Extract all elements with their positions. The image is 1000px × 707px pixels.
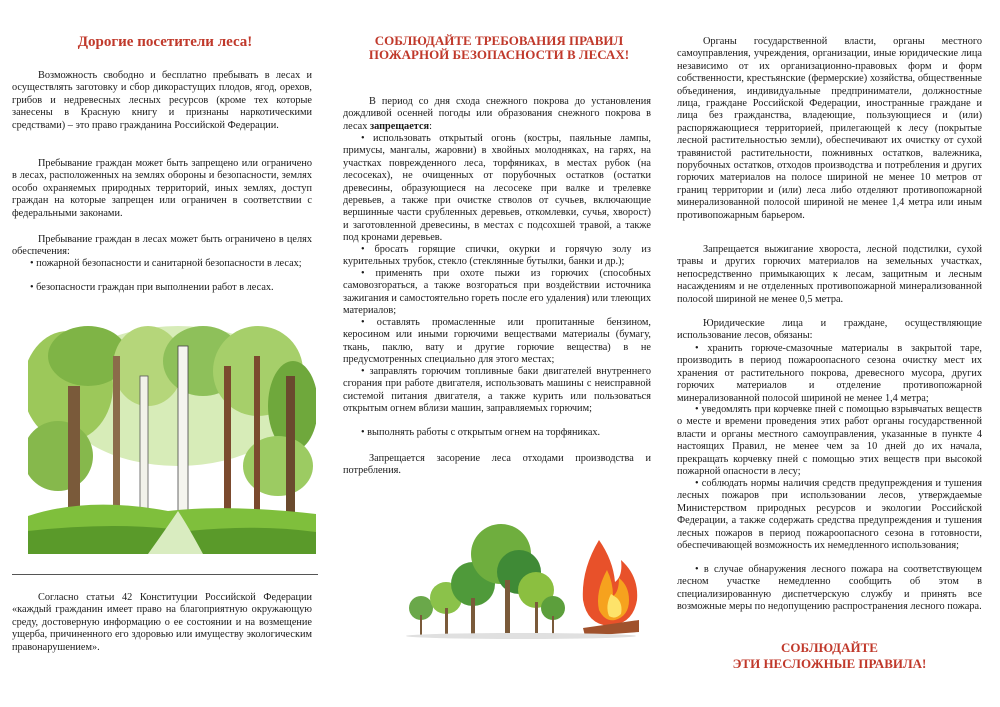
waste-prohibition: Запрещается засорение леса отходами производства и потребления.	[343, 453, 651, 477]
duties-intro: Юридические лица и граждане, осуществляющие использование лесов, обязаны:	[677, 318, 982, 342]
duty-stump-blasting: • уведомлять при корчевке пней с помощью взрывчатых веществ о месте и времени проведения этих работ органы государственной власти и органы местного самоуправления, указанные в пункте 4 настоящих Правил, не менее чем за 10 дней до их начала, прекращать корчевку пней с помощью этих веществ при высокой пожарной опасности в лесу;	[677, 404, 982, 478]
column-middle	[343, 0, 655, 707]
bullet-work-safety: • безопасности граждан при выполнении работ в лесах.	[30, 282, 274, 293]
prohibition-intro	[343, 96, 651, 133]
slogan-line-2: ЭТИ НЕСЛОЖНЫЕ ПРАВИЛА!	[732, 656, 927, 671]
duty-report-fire: • в случае обнаружения лесного пожара на соответствующем лесном участке немедленно сообщить об этом в специализированную диспетчерскую службу и принять все возможные меры по недопущению распространения лесного пожара.	[677, 564, 982, 613]
prohibition-open-fire: • использовать открытый огонь (костры, паяльные лампы, примусы, мангалы, жаровни) в хвойных молодняках, на гарях, на участках поврежденного леса, торфяниках, в местах рубок (на лесосеках), не очищенных от порубочных остатков (остатки древесины, образующиеся на лесосеке при валке и трелевке деревьев, а также при очистке стволов от сучьев, включающие вершинные части срубленных деревьев, откомлевки, сучья, хворост) и заготовленной древесины, в местах с подсохшей травой, а также под кронами деревьев.	[343, 133, 651, 244]
bullet-fire-safety: • пожарной безопасности и санитарной безопасности в лесах;	[30, 258, 302, 269]
requirements-title: СОБЛЮДАЙТЕ ТРЕБОВАНИЯ ПРАВИЛ ПОЖАРНОЙ БЕЗОПАСНОСТИ В ЛЕСАХ!	[368, 33, 630, 62]
column-right	[677, 0, 984, 707]
owners-obligation: Органы государственной власти, органы местного самоуправления, учреждения, организации, иные юридические лица независимо от их организационно-правовых форм и форм собственности, крестьянские (фермерские) хозяйства, общественные объединения, индивидуальные предприниматели, должностные лица, граждане Российской Федерации, иностранные граждане и лица без гражданства, владеющие, пользующиеся и (или) распоряжающиеся территорией, прилегающей к лесу (покрытые лесной растительностью земли), обеспечивают их очистку от сухой травянистой растительности, пожнивных остатков, валежника, порубочных остатков, отходов производства и потребления и других горючих материалов на полосе шириной не менее 10 метров от границ территории и (или) леса либо отделяют противопожарной минерализованной полосой шириной не менее 1,4 метра или иным противопожарным барьером.	[677, 36, 982, 221]
restriction-paragraph: Пребывание граждан может быть запрещено или ограничено в лесах, расположенных на землях обороны и безопасности, землях особо охраняемых природных территорий, иных землях, доступ граждан на которые запрещен или ограничен в соответствии с федеральными законами.	[12, 158, 312, 219]
prohibition-matches: • бросать горящие спички, окурки и горячую золу из курительных трубок, стекло (стеклянные бутылки, банки и др.);	[343, 244, 651, 268]
prohibition-peat: • выполнять работы с открытым огнем на торфяниках.	[361, 427, 601, 438]
constitution-quote: Согласно статьи 42 Конституции Российской Федерации «каждый гражданин имеет право на благоприятную окружающую среду, достоверную информацию о ее состоянии и на возмещение ущерба, причиненного его здоровью или имуществу экологическим правонарушением».	[12, 592, 312, 653]
intro-colon: :	[429, 120, 432, 132]
closing-slogan	[677, 640, 982, 672]
burning-prohibition: Запрещается выжигание хвороста, лесной подстилки, сухой травы и других горючих материалов на земельных участках, непосредственно примыкающих к лесам, защитным и лесным насаждениям и не отделенных противопожарной минерализованной полосой шириной не менее 0,5 метра.	[677, 244, 982, 305]
duty-fuel-storage: • хранить горюче-смазочные материалы в закрытой таре, производить в период пожароопасного сезона очистку мест их хранения от растительного покрова, древесного мусора, других горючих материалов и отделение противопожарной минерализованной полосой шириной не менее 1,4 метра;	[677, 343, 982, 404]
limitation-paragraph: Пребывание граждан в лесах может быть ограничено в целях обеспечения:	[12, 234, 312, 258]
forest-illustration	[28, 326, 316, 554]
column-left	[12, 0, 318, 707]
prohibition-wads: • применять при охоте пыжи из горючих (способных самовозгораться, а также возгораться при воздействии источника зажигания и самостоятельно гореть после его удаления) или тлеющих материалов;	[343, 268, 651, 317]
visitors-title: Дорогие посетители леса!	[77, 34, 253, 50]
prohibition-refueling: • заправлять горючим топливные баки двигателей внутреннего сгорания при работе двигателя, использовать машины с неисправной системой питания двигателя, а также курить или пользоваться открытым огнем вблизи машин, заправляемых горючим;	[343, 366, 651, 415]
divider-line	[12, 574, 318, 575]
intro-forbidden: запрещается	[369, 120, 430, 132]
slogan-line-1: СОБЛЮДАЙТЕ	[781, 640, 878, 655]
rights-paragraph: Возможность свободно и бесплатно пребывать в лесах и осуществлять заготовку и сбор дикорастущих плодов, ягод, орехов, грибов и недревесных лесных ресурсов (кроме тех которые занесены в Красную книгу и признаны наркотическими средствами) – это право гражданина Российской Федерации.	[12, 70, 312, 131]
intro-text: В период со дня схода снежного покрова до установления дождливой осенней погоды или образования снежного покрова в лесах	[343, 96, 651, 132]
duty-firefighting-means: • соблюдать нормы наличия средств предупреждения и тушения лесных пожаров при использовании лесов, утверждаемые Министерством природных ресурсов и экологии Российской Федерации, а также содержать средства предупреждения и тушения лесных пожаров в период пожароопасного сезона в готовности, обеспечивающей возможность их немедленного использования;	[677, 478, 982, 552]
prohibition-oily-materials: • оставлять промасленные или пропитанные бензином, керосином или иными горючими веществами материалы (бумагу, ткань, паклю, вату и другие горючие вещества) в не предусмотренных специально для этого местах;	[343, 317, 651, 366]
trees-fire-illustration	[401, 520, 641, 640]
